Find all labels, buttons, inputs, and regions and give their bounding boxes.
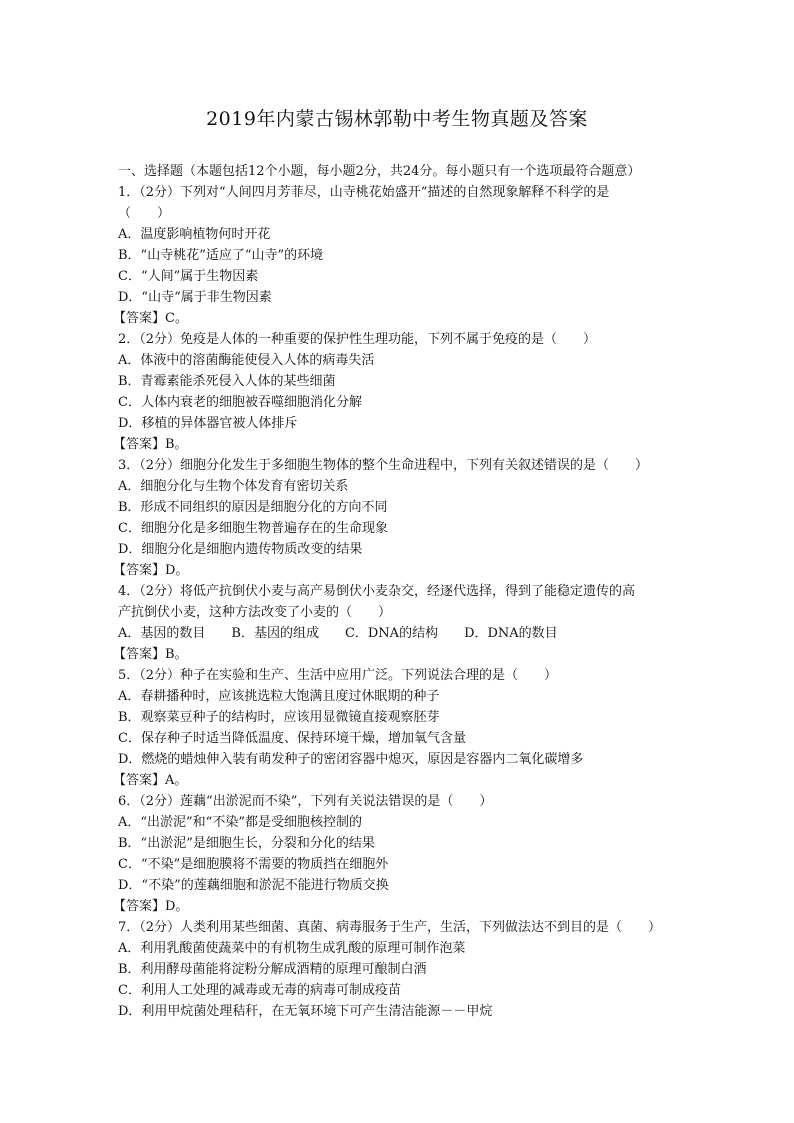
question-3-option-b: B．形成不同组织的原因是细胞分化的方向不同 [118,500,388,515]
question-5-option-d: D．燃烧的蜡烛伸入装有萌发种子的密闭容器中熄灭，原因是容器内二氧化碳增多 [118,752,584,767]
question-6-option-a: A．“出淤泥”和“不染”都是受细胞核控制的 [118,815,362,830]
question-3-option-c: C．细胞分化是多细胞生物普遍存在的生命现象 [118,521,388,536]
question-1-option-b: B．“山寺桃花”适应了“山寺”的环境 [118,248,324,263]
question-4-answer: 【答案】B。 [113,647,188,662]
question-7-option-b: B．利用酵母菌能将淀粉分解成酒精的原理可酿制白酒 [118,962,427,977]
question-1-option-d: D．“山寺“属于非生物因素 [118,290,272,305]
question-3-answer: 【答案】D。 [113,563,189,578]
question-6-option-c: C．“不染”是细胞膜将不需要的物质挡在细胞外 [118,857,389,872]
question-3-option-a: A．细胞分化与生物个体发育有密切关系 [118,479,349,494]
question-5-answer: 【答案】A。 [113,773,188,788]
question-6-stem: 6．（2分）莲藕“出淤泥而不染”，下列有关说法错误的是（ ） [118,794,493,809]
question-4-options: A．基因的数目 B．基因的组成 C．DNA的结构 D．DNA的数目 [118,626,558,641]
question-2-stem: 2．（2分）免疫是人体的一种重要的保护性生理功能，下列不属于免疫的是（ ） [118,332,597,347]
question-7-option-a: A．利用乳酸菌使蔬菜中的有机物生成乳酸的原理可制作泡菜 [118,941,466,956]
question-2-option-b: B．青霉素能杀死侵入人体的某些细菌 [118,374,336,389]
question-2-option-a: A．体液中的溶菌酶能使侵入人体的病毒失活 [118,353,375,368]
question-3-option-d: D．细胞分化是细胞内遗传物质改变的结果 [118,542,363,557]
question-7-option-c: C．利用人工处理的减毒或无毒的病毒可制成疫苗 [118,983,401,998]
question-4-stem: 4．（2分）将低产抗倒伏小麦与高产易倒伏小麦杂交，经逐代选择，得到了能稳定遗传的高 [118,584,636,599]
question-5-option-c: C．保存种子时适当降低温度、保持环境干燥，增加氧气含量 [118,731,466,746]
question-1-option-a: A．温度影响植物何时开花 [118,227,271,242]
page-title: 2019年内蒙古锡林郭勒中考生物真题及答案 [206,108,588,130]
question-2-answer: 【答案】B。 [113,437,188,452]
question-3-stem: 3．（2分）细胞分化发生于多细胞生物体的整个生命进程中，下列有关叙述错误的是（ ） [118,458,649,473]
question-7-option-d: D．利用甲烷菌处理秸秆，在无氧环境下可产生清洁能源－－甲烷 [118,1004,493,1019]
question-1-stem-cont: （ ） [118,206,171,221]
question-5-option-b: B．观察菜豆种子的结构时，应该用显微镜直接观察胚芽 [118,710,440,725]
question-1-option-c: C．“人间”属于生物因素 [118,269,259,284]
question-6-option-d: D．“不染”的莲藕细胞和淤泥不能进行物质交换 [118,878,389,893]
question-1-answer: 【答案】C。 [113,311,188,326]
question-6-option-b: B．“出淤泥”是细胞生长，分裂和分化的结果 [118,836,375,851]
section-header: 一、选择题（本题包括12个小题，每小题2分，共24分。每小题只有一个选项最符合题意） [118,164,641,179]
question-7-stem: 7．（2分）人类利用某些细菌、真菌、病毒服务于生产，生活，下列做法达不到目的是（ ） [118,920,662,935]
question-5-option-a: A．春耕播种时，应该挑选粒大饱满且度过休眠期的种子 [118,689,440,704]
question-6-answer: 【答案】D。 [113,899,189,914]
question-2-option-d: D．移植的异体器官被人体排斥 [118,416,298,431]
question-list [113,161,678,1022]
question-4-stem-cont: 产抗倒伏小麦，这种方法改变了小麦的（ ） [118,605,392,620]
question-2-option-c: C．人体内衰老的细胞被吞噬细胞消化分解 [118,395,362,410]
question-5-stem: 5．（2分）种子在实验和生产、生活中应用广泛。下列说法合理的是（ ） [118,668,558,683]
question-1-stem: 1．（2分）下列对“人间四月芳菲尽，山寺桃花始盛开”描述的自然现象解释不科学的是 [118,185,610,200]
